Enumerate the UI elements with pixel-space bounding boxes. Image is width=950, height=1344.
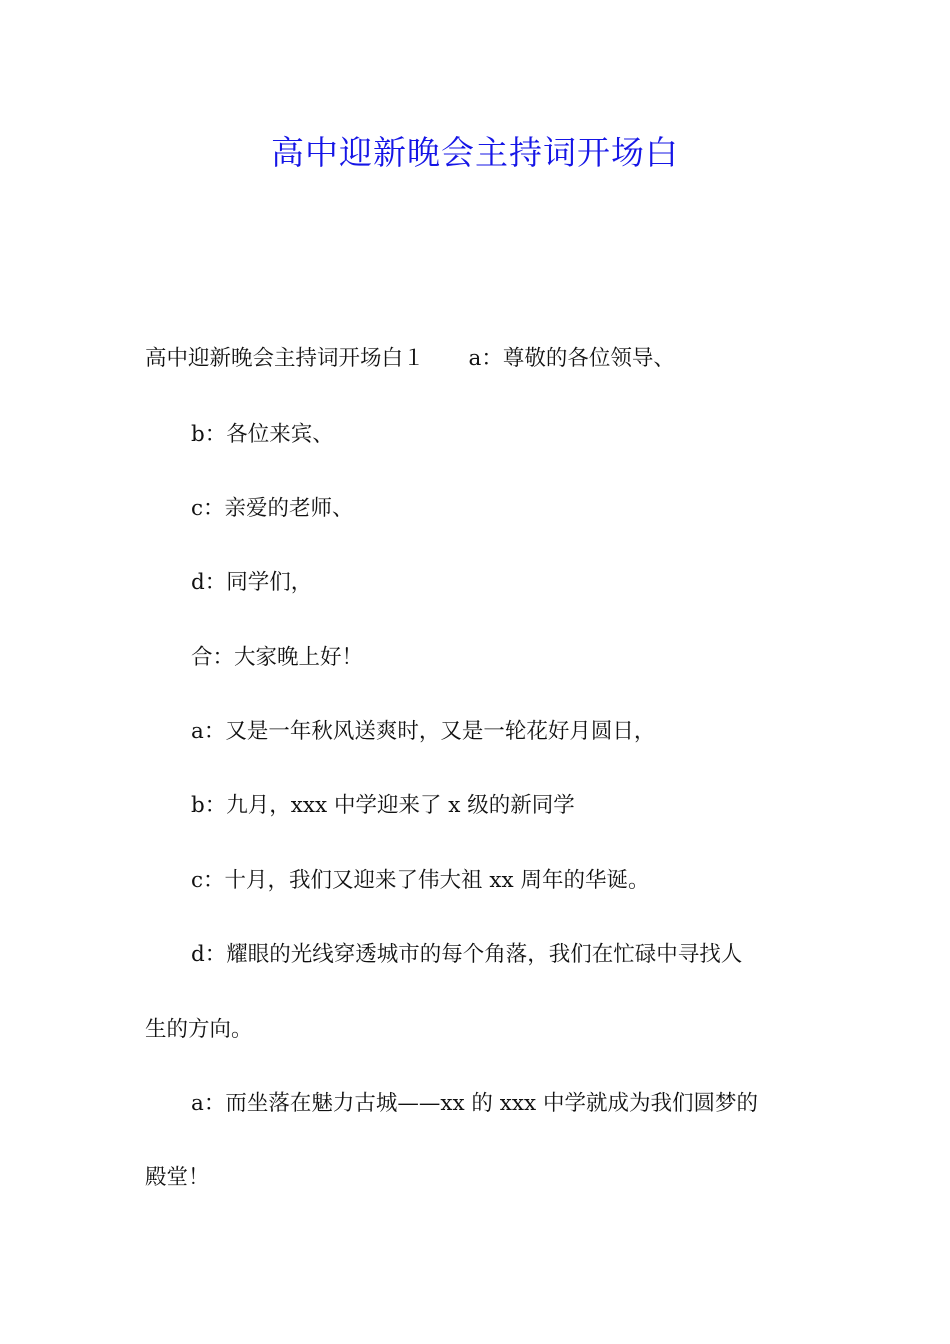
section-heading: 高中迎新晚会主持词开场白１ bbox=[145, 346, 425, 371]
paragraph: b：各位来宾、 bbox=[191, 422, 334, 447]
paragraph-continuation: 殿堂！ bbox=[145, 1165, 210, 1190]
paragraph: d：耀眼的光线穿透城市的每个角落，我们在忙碌中寻找人 bbox=[191, 942, 743, 967]
line-text: a：尊敬的各位领导、 bbox=[468, 346, 675, 371]
paragraph: a：而坐落在魅力古城——xx 的 xxx 中学就成为我们圆梦的 bbox=[191, 1091, 758, 1116]
paragraph: a：又是一年秋风送爽时，又是一轮花好月圆日， bbox=[191, 719, 656, 744]
paragraph: c：亲爱的老师、 bbox=[191, 496, 354, 521]
paragraph: d：同学们， bbox=[191, 570, 313, 595]
paragraph: c：十月，我们又迎来了伟大祖 xx 周年的华诞。 bbox=[191, 868, 650, 893]
paragraph-continuation: 生的方向。 bbox=[145, 1017, 253, 1042]
paragraph: 合：大家晚上好！ bbox=[191, 645, 364, 670]
paragraph: b：九月，xxx 中学迎来了 x 级的新同学 bbox=[191, 793, 575, 818]
document-title: 高中迎新晚会主持词开场白 bbox=[271, 133, 679, 172]
paragraph-intro bbox=[145, 344, 675, 374]
